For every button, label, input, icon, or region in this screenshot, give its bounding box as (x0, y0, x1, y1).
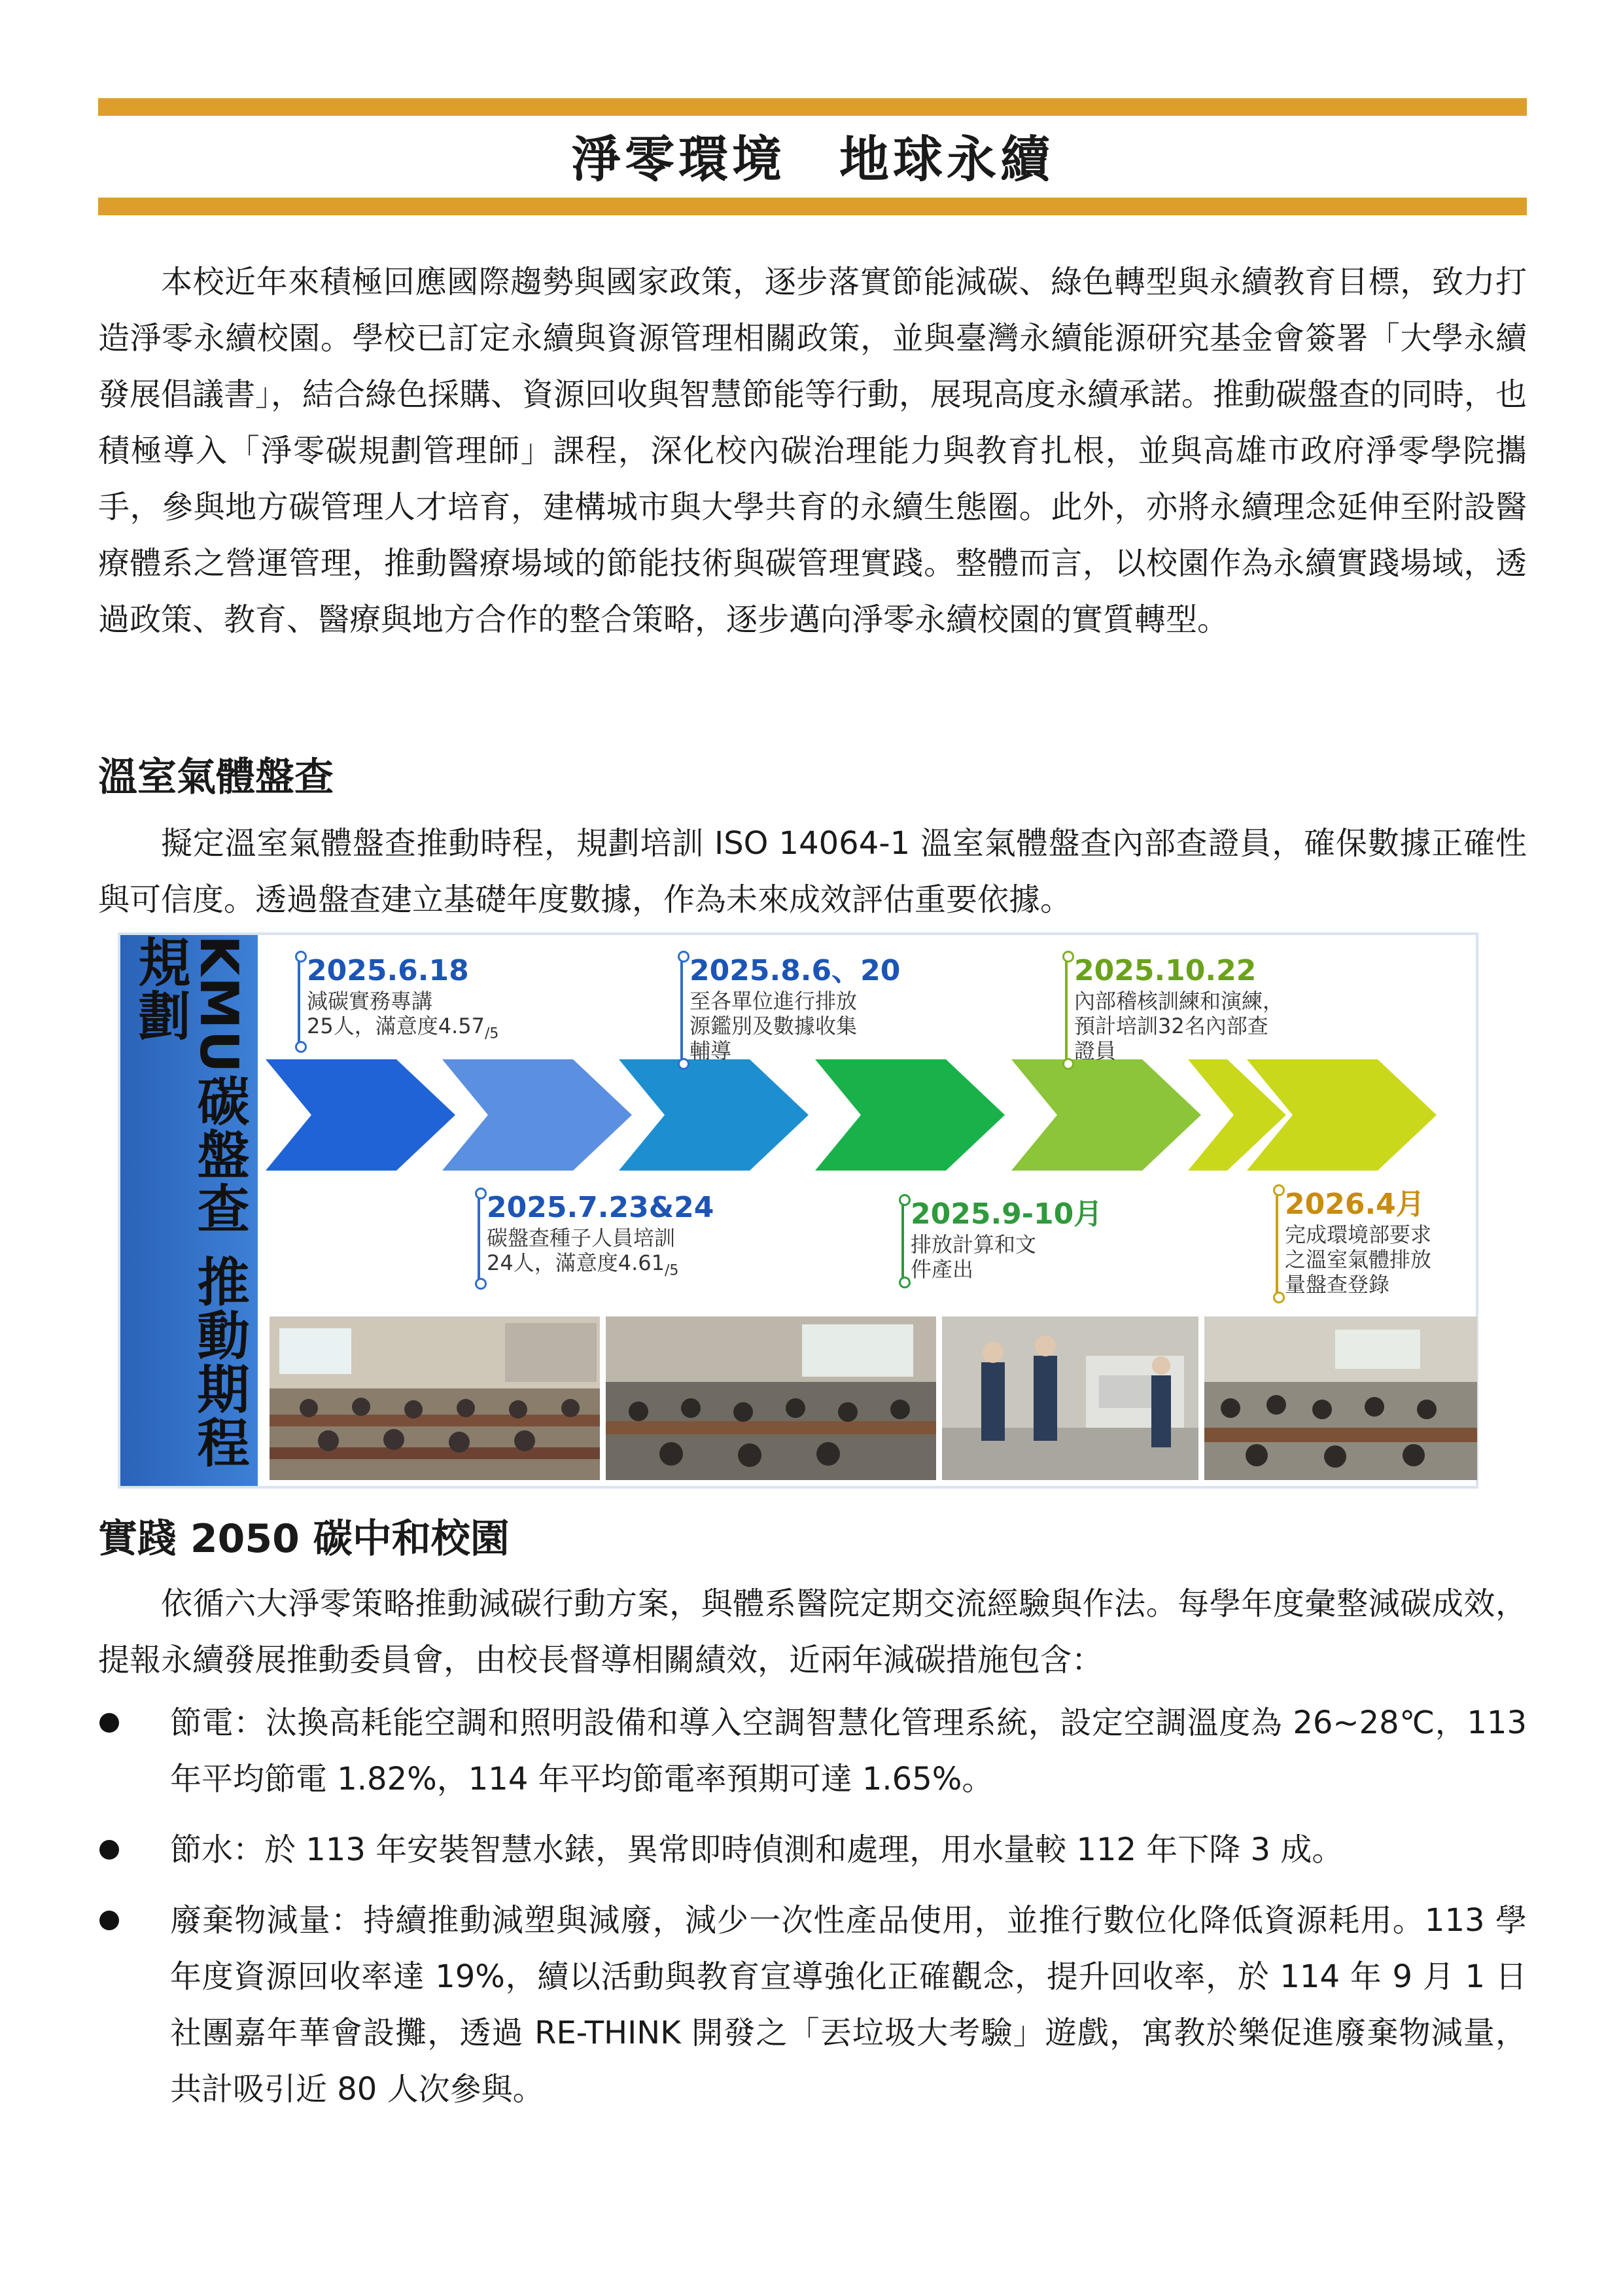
list-item-waste (98, 1892, 1527, 2117)
milestone-date: 2025.8.6、20 (689, 954, 901, 987)
timeline-arrow-4 (815, 1059, 1005, 1171)
list-item-water (98, 1822, 1527, 1878)
timeline-arrow-3 (619, 1059, 809, 1171)
timeline-arrow-2 (442, 1059, 632, 1171)
milestone-2025-10-22 (1074, 953, 1283, 1063)
intro-paragraph: 本校近年來積極回應國際趨勢與國家政策，逐步落實節能減碳、綠色轉型與永續教育目標，致力打造淨零永續校園。學校已訂定永續與資源管理相關政策，並與臺灣永續能源研究基金會簽署「大學永續發展倡議書」，結合綠色採購、資源回收與智慧節能等行動，展現高度永續承諾。推動碳盤查的同時，也積極導入「淨零碳規劃管理師」課程，深化校內碳治理能力與教育扎根，並與高雄市政府淨零學院攜手，參與地方碳管理人才培育，建構城市與大學共育的永續生態圈。此外，亦將永續理念延伸至附設醫療體系之營運管理，推動醫療場域的節能技術與碳管理實踐。整體而言，以校園作為永續實踐場域，透過政策、教育、醫療與地方合作的整合策略，逐步邁向淨零永續校園的實質轉型。 (98, 264, 1527, 638)
milestone-bracket (478, 1194, 480, 1283)
milestone-2025-7-23-24 (487, 1190, 714, 1283)
timeline-figure (118, 932, 1478, 1489)
list-item-text: 節水：於 113 年安裝智慧水錶，異常即時偵測和處理，用水量較 112 年下降 3 成。 (170, 1831, 1344, 1868)
milestone-date: 2025.10.22 (1074, 954, 1257, 987)
section-heading-carbon-neutral: 實踐 2050 碳中和校園 (98, 1516, 510, 1562)
timeline-arrow-5 (1011, 1059, 1201, 1171)
milestone-score-scale: /5 (664, 1262, 679, 1279)
milestone-score-scale: /5 (484, 1025, 499, 1042)
milestone-desc: 減碳實務專講 25人，滿意度4.57 (307, 989, 485, 1038)
milestone-bracket (901, 1201, 904, 1282)
milestone-2025-9-10 (911, 1197, 1102, 1282)
list-item-text: 廢棄物減量：持續推動減塑與減廢，減少一次性產品使用，並推行數位化降低資源耗用。113 學年度資源回收率達 19%，續以活動與教育宣導強化正確觀念，提升回收率，於 114 年 9 月 1 日社團嘉年華會設攤，透過 RE-THINK 開發之「丟垃圾大考驗」遊戲，寓教於樂促進廢棄物減量，共計吸引近 80 人次參與。 (170, 1902, 1527, 2108)
milestone-bracket (680, 957, 683, 1063)
bullet-icon (99, 1713, 119, 1733)
milestone-desc: 至各單位進行排放 源鑑別及數據收集 輔導 (689, 989, 858, 1063)
milestone-bracket (298, 957, 300, 1046)
bullet-icon (99, 1911, 119, 1930)
training-photo-site-visit (942, 1316, 1198, 1480)
milestone-bracket (1065, 957, 1068, 1063)
training-photo-workshop (1204, 1316, 1477, 1480)
milestone-date: 2025.9-10月 (911, 1197, 1103, 1231)
title-bottom-rule (98, 198, 1527, 215)
milestone-date: 2026.4月 (1285, 1188, 1425, 1221)
section-heading-ghg-inventory: 溫室氣體盤查 (98, 754, 334, 800)
milestone-desc: 內部稽核訓練和演練， 預計培訓32名內部查 證員 (1074, 989, 1284, 1063)
training-photo-seminar-room (606, 1316, 936, 1480)
timeline-arrow-1 (266, 1059, 455, 1171)
page-title: 淨零環境 地球永續 (571, 130, 1054, 188)
milestone-desc: 完成環境部要求 之溫室氣體排放 量盤查登錄 (1285, 1222, 1432, 1297)
milestone-date: 2025.6.18 (307, 954, 469, 987)
milestone-2026-4 (1285, 1187, 1431, 1297)
milestone-date: 2025.7.23&24 (487, 1191, 714, 1224)
timeline-arrows (266, 1053, 1476, 1177)
section-paragraph-carbon-neutral: 依循六大淨零策略推動減碳行動方案，與體系醫院定期交流經驗與作法。每學年度彙整減碳成效，提報永續發展推動委員會，由校長督導相關績效，近兩年減碳措施包含： (98, 1585, 1527, 1678)
milestone-2025-6-18 (307, 953, 498, 1046)
milestone-desc: 碳盤查種子人員培訓 24人，滿意度4.61 (487, 1226, 676, 1275)
list-item-electricity (98, 1695, 1527, 1807)
milestone-bracket (1276, 1191, 1278, 1297)
title-top-rule (98, 98, 1527, 116)
bullet-icon (99, 1840, 119, 1860)
milestone-2025-8-6-20 (689, 953, 900, 1063)
section-paragraph-ghg-inventory: 擬定溫室氣體盤查推動時程，規劃培訓 ISO 14064-1 溫室氣體盤查內部查證員，確保數據正確性與可信度。透過盤查建立基礎年度數據，作為未來成效評估重要依據。 (98, 825, 1527, 918)
training-photo-lecture-hall (270, 1316, 600, 1480)
list-item-text: 節電：汰換高耗能空調和照明設備和導入空調智慧化管理系統，設定空調溫度為 26~28℃，113 年平均節電 1.82%，114 年平均節電率預期可達 1.65%。 (170, 1704, 1527, 1797)
timeline-vertical-title: KMU碳盤查 推動期程規劃 (130, 935, 249, 1470)
milestone-desc: 排放計算和文 件產出 (911, 1232, 1037, 1282)
measure-list (98, 1695, 1527, 2132)
